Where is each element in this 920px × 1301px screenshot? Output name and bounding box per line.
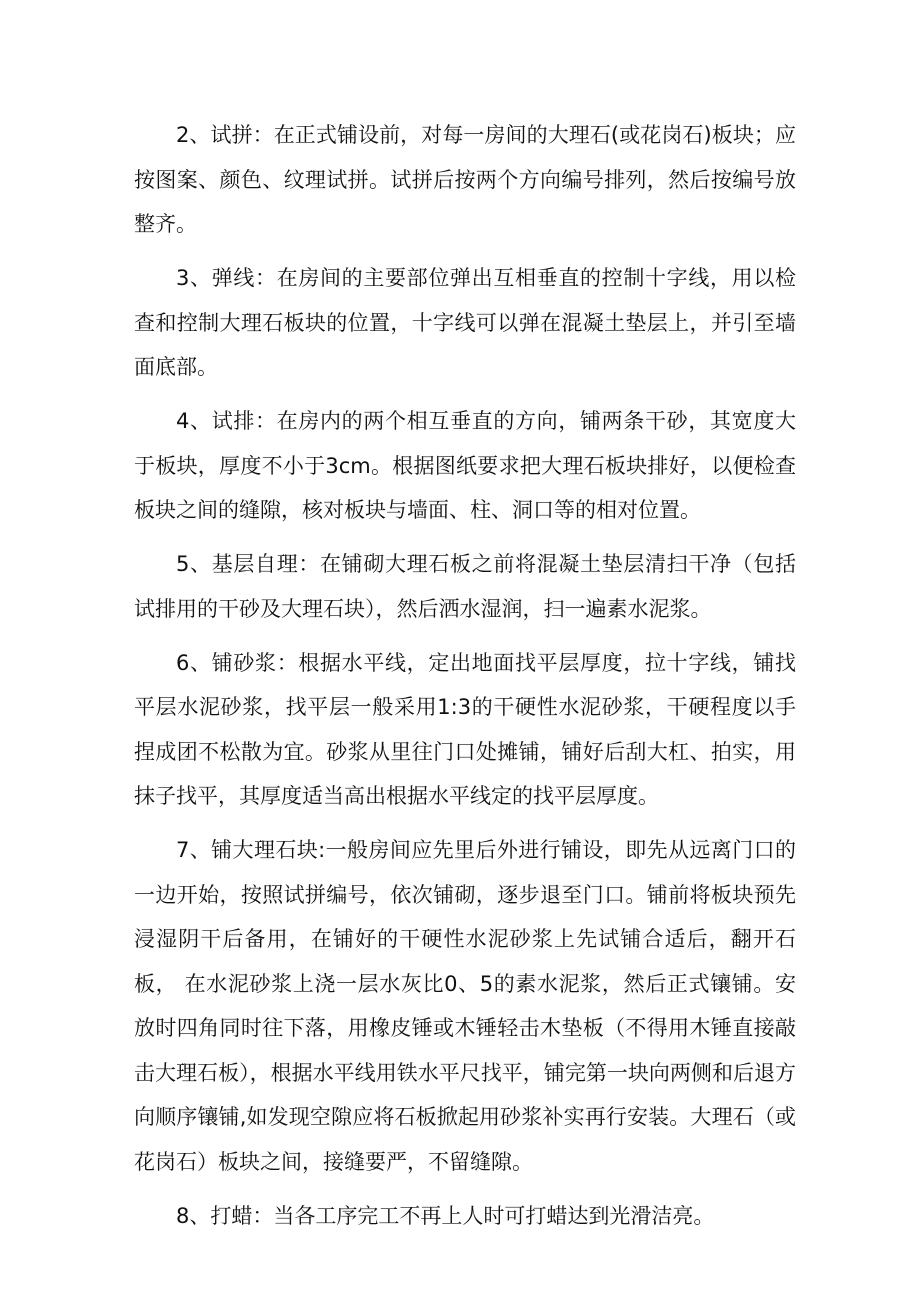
paragraph-step-7: 7、铺大理石块:一般房间应先里后外进行铺设，即先从远离门口的一边开始，按照试拼编号，依次铺砌，逐步退至门口。铺前将板块预先浸湿阴干后备用，在铺好的干硬性水泥砂浆上先试铺合适后，翻开石板， 在水泥砂浆上浇一层水灰比0、5的素水泥浆，然后正式镶铺。安放时四角同时往下落，用橡皮锤或木锤轻击木垫板（不得用木锤直接敲击大理石板），根据水平线用铁水平尺找平，铺完第一块向两侧和后退方向顺序镶铺,如发现空隙应将石板掀起用砂浆补实再行安装。大理石（或花岗石）板块之间，接缝要严，不留缝隙。 xyxy=(134,838,796,1174)
paragraph-step-8: 8、打蜡：当各工序完工不再上人时可打蜡达到光滑洁亮。 xyxy=(176,1203,715,1228)
paragraph-step-2: 2、试拼：在正式铺设前，对每一房间的大理石(或花岗石)板块；应按图案、颜色、纹理试拼。试拼后按两个方向编号排列，然后按编号放整齐。 xyxy=(134,123,796,236)
paragraph-step-6: 6、铺砂浆：根据水平线，定出地面找平层厚度，拉十字线，铺找平层水泥砂浆，找平层一般采用1:3的干硬性水泥砂浆，干硬程度以手捏成团不松散为宜。砂浆从里往门口处摊铺，铺好后刮大杠、拍实，用抹子找平，其厚度适当高出根据水平线定的找平层厚度。 xyxy=(134,650,796,808)
paragraph-step-4: 4、试排：在房内的两个相互垂直的方向，铺两条干砂，其宽度大于板块，厚度不小于3cm。根据图纸要求把大理石板块排好，以便检查板块之间的缝隙，核对板块与墙面、柱、洞口等的相对位置。 xyxy=(134,409,796,522)
paragraph-step-5: 5、基层自理：在铺砌大理石板之前将混凝土垫层清扫干净（包括试排用的干砂及大理石块），然后洒水湿润，扫一遍素水泥浆。 xyxy=(134,552,796,621)
document-body xyxy=(134,113,796,1248)
paragraph-step-3: 3、弹线：在房间的主要部位弹出互相垂直的控制十字线，用以检查和控制大理石板块的位置，十字线可以弹在混凝土垫层上，并引至墙面底部。 xyxy=(134,266,796,379)
